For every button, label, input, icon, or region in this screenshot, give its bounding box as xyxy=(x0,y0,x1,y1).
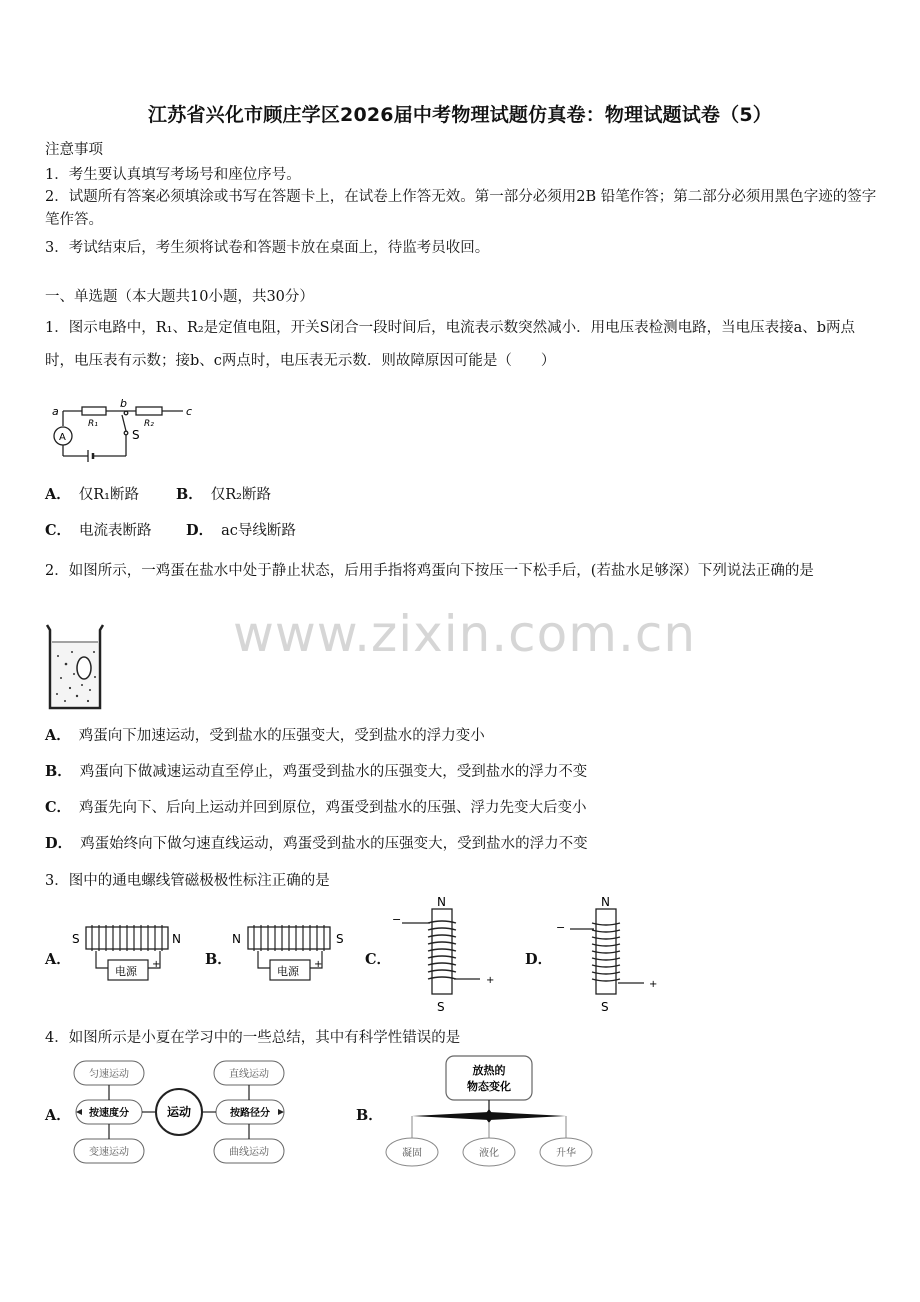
plus-label: + xyxy=(486,975,495,986)
option-letter: B． xyxy=(176,486,203,503)
note-item: 2．试题所有答案必须填涂或书写在答题卡上，在试卷上作答无效。第一部分必须用2B 铅笔作答；第二部分必须用黑色字迹的签字笔作答。 xyxy=(45,189,877,228)
option-c[interactable] xyxy=(45,796,587,817)
option-a[interactable] xyxy=(45,483,139,504)
option-letter: A． xyxy=(45,951,71,968)
solenoid-a-diagram xyxy=(68,922,183,994)
node-solidification: 凝固 xyxy=(402,1148,422,1159)
option-letter: D． xyxy=(45,835,73,852)
option-letter: D． xyxy=(186,522,214,539)
question-1-text: 1．图示电路中，R₁、R₂是定值电阻，开关S闭合一段时间后，电流表示数突然减小．用电压表检测电路，当电压表接a、b两点时，电压表有示数；接b、c两点时，电压表无示数．则故障原因可能是（ ） xyxy=(45,320,856,369)
option-d[interactable] xyxy=(186,519,296,540)
question-2-text: 2．如图所示，一鸡蛋在盐水中处于静止状态，后用手指将鸡蛋向下按压一下松手后，(若盐水足够深）下列说法正确的是 xyxy=(45,563,814,579)
option-b[interactable] xyxy=(45,760,587,781)
node-motion-center: 运动 xyxy=(166,1105,192,1119)
minus-label: − xyxy=(556,921,566,934)
r1-label: R₁ xyxy=(88,419,98,429)
option-letter: C． xyxy=(365,951,392,968)
page-title: 江苏省兴化市顾庄学区2026届中考物理试题仿真卷：物理试题试卷（5） xyxy=(148,104,772,126)
pole-n-label: N xyxy=(172,932,181,946)
point-c-label: c xyxy=(186,405,193,418)
option-letter: A． xyxy=(45,486,71,503)
question-3-text: 3．图中的通电螺线管磁极极性标注正确的是 xyxy=(45,873,330,889)
minus-label: − xyxy=(392,913,402,926)
map-title-line1: 放热的 xyxy=(472,1064,506,1077)
option-text: 电流表断路 xyxy=(79,523,152,539)
pole-s-label: S xyxy=(601,1000,609,1014)
note-item: 1．考生要认真填写考场号和座位序号。 xyxy=(45,167,301,183)
circuit-diagram xyxy=(48,393,198,465)
node-variable-motion: 变速运动 xyxy=(89,1147,129,1158)
watermark: www.zixin.com.cn xyxy=(233,605,697,663)
ammeter-label: A xyxy=(59,432,66,443)
option-text: 鸡蛋始终向下做匀速直线运动，鸡蛋受到盐水的压强变大，受到盐水的浮力不变 xyxy=(80,836,588,852)
pole-n-label: N xyxy=(232,932,241,946)
plus-label: + xyxy=(314,959,323,970)
option-letter: B． xyxy=(356,1107,383,1124)
question-4-text: 4．如图所示是小夏在学习中的一些总结，其中有科学性错误的是 xyxy=(45,1030,461,1046)
option-text: 仅R₁断路 xyxy=(78,487,139,503)
option-letter: C． xyxy=(45,522,72,539)
pole-s-label: S xyxy=(72,932,80,946)
point-a-label: a xyxy=(52,405,59,418)
power-source-label: 电源 xyxy=(277,965,299,978)
option-a[interactable] xyxy=(45,724,485,745)
option-letter: C． xyxy=(45,799,72,816)
option-text: 仅R₂断路 xyxy=(210,487,271,503)
beaker-egg-diagram xyxy=(44,622,106,712)
solenoid-d-diagram xyxy=(552,893,667,1015)
section-heading: 一、单选题（本大题共10小题，共30分） xyxy=(45,289,314,305)
node-linear-motion: 直线运动 xyxy=(229,1069,269,1080)
node-sublimation: 升华 xyxy=(556,1148,576,1159)
option-b[interactable] xyxy=(176,483,271,504)
option-text: 鸡蛋先向下、后向上运动并回到原位，鸡蛋受到盐水的压强、浮力先变大后变小 xyxy=(79,800,587,816)
node-liquefaction: 液化 xyxy=(479,1148,499,1159)
node-by-speed: 按速度分 xyxy=(89,1108,129,1119)
plus-label: + xyxy=(649,979,658,990)
r2-label: R₂ xyxy=(144,419,154,429)
pole-n-label: N xyxy=(601,895,610,909)
option-letter: A． xyxy=(45,727,71,744)
option-d[interactable] xyxy=(45,832,588,853)
option-letter: D． xyxy=(525,951,553,968)
note-item: 3．考试结束后，考生须将试卷和答题卡放在桌面上，待监考员收回。 xyxy=(45,240,490,256)
option-text: 鸡蛋向下做减速运动直至停止，鸡蛋受到盐水的压强变大，受到盐水的浮力不变 xyxy=(79,764,588,780)
node-by-path: 按路径分 xyxy=(230,1108,270,1119)
power-source-label: 电源 xyxy=(115,965,137,978)
pole-n-label: N xyxy=(437,895,446,909)
map-title-line2: 物态变化 xyxy=(467,1080,511,1093)
plus-label: + xyxy=(152,959,161,970)
pole-s-label: S xyxy=(437,1000,445,1014)
option-letter: B． xyxy=(45,763,72,780)
point-b-label: b xyxy=(120,397,127,410)
node-curvilinear-motion: 曲线运动 xyxy=(229,1147,269,1158)
motion-concept-map xyxy=(66,1055,296,1170)
node-uniform-motion: 匀速运动 xyxy=(89,1069,129,1080)
phase-change-concept-map xyxy=(382,1052,598,1170)
pole-s-label: S xyxy=(336,932,344,946)
option-text: ac导线断路 xyxy=(221,523,296,539)
switch-label: S xyxy=(132,428,140,442)
option-c[interactable] xyxy=(45,519,152,540)
solenoid-c-diagram xyxy=(388,893,503,1015)
option-letter: B． xyxy=(205,951,232,968)
notes-heading: 注意事项 xyxy=(45,142,103,158)
option-letter: A． xyxy=(45,1107,71,1124)
solenoid-b-diagram xyxy=(228,922,353,994)
option-text: 鸡蛋向下加速运动，受到盐水的压强变大，受到盐水的浮力变小 xyxy=(78,728,485,744)
